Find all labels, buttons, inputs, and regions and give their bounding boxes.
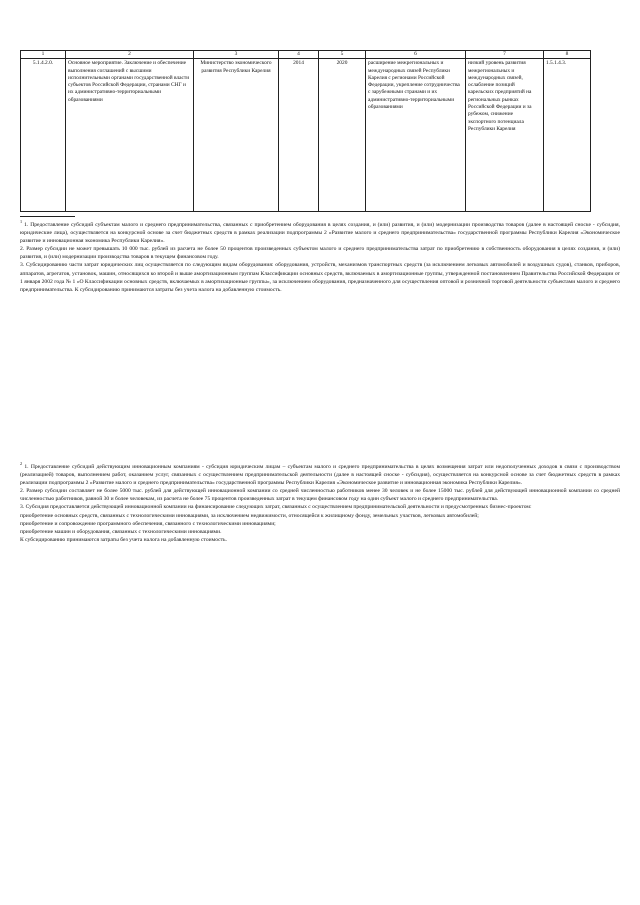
column-number: 3	[194, 51, 279, 59]
footnote-paragraph: приобретение машин и оборудования, связанных с технологическими инновациями.	[20, 528, 222, 535]
column-number-row	[21, 51, 591, 59]
start-year: 2014	[279, 59, 319, 212]
footnote-paragraph: $^1$ 1. Предоставление субсидий субъектам малого и среднего предпринимательства, связанных с приобретением оборудования в целях создания, и (или) развития, и (или) модернизации производства товаров (далее в настоящей сноске - субсидия, юридические лица), осуществляется на конкурсной основе за счет бюджетных средств в рамках реализации подпрограммы 2 «Развитие малого и среднего предпринимательства» государственной программы Республики Карелия «Экономическое развитие и инновационная экономика Республики Карелия».	[20, 219, 621, 245]
footnote-marker: 2	[20, 461, 23, 466]
footnote-2	[20, 461, 620, 544]
column-number: 4	[279, 51, 319, 59]
column-number: 5	[319, 51, 366, 59]
footnote-1	[20, 219, 620, 294]
footnote-paragraph: К субсидированию принимаются затраты без учета налога на добавленную стоимость.	[20, 536, 228, 543]
measures-table	[20, 50, 591, 212]
footnote-paragraph: приобретение и сопровождение программного обеспечения, связанного с технологическими инновациями;	[20, 520, 276, 527]
measure-name: Основное мероприятие. Заключение и обеспечение выполнения соглашений с высшими исполнительными органами государственной власти субъектов Российской Федерации, странами СНГ и их административно-территориальными образованиями	[66, 59, 194, 212]
footnote-divider	[20, 216, 75, 217]
responsible-executor: Министерство экономического развития Республики Карелия	[194, 59, 279, 212]
expected-result: расширение межрегиональных и международных связей Республики Карелия с регионами Российской Федерации, укрепление сотрудничества с зарубежными странами и их административно-территориальными образованиями	[366, 59, 466, 212]
non-implementation-consequences: низкий уровень развития межрегиональных и международных связей, ослабление позиций карельских предприятий на региональных рынках Российской Федерации и за рубежом, снижение экспортного потенциала Республики Карелия	[466, 59, 544, 212]
end-year: 2020	[319, 59, 366, 212]
column-number: 1	[21, 51, 66, 59]
indicator-link: 1.5.1.4.3.	[544, 59, 591, 212]
measure-code: 5.1.4.2.0.	[21, 59, 66, 212]
footnote-paragraph: 2. Размер субсидии составляет не более 5000 тыс. рублей для действующей инновационной компании со средней численностью работников менее 30 человек и не более 15000 тыс. рублей для действующей инновационной компании со средней численностью работников, равной 30 и более человекам, из расчета не более 75 процентов произведенных затрат в текущем финансовом году на один субъект малого и среднего предпринимательства.	[20, 488, 620, 503]
footnote-paragraph: 2. Размер субсидии не может превышать 10 000 тыс. рублей из расчета не более 50 процентов произведенных субъектом малого и среднего предпринимательства затрат по приобретению в собственность оборудования в целях создания, и (или) развития, и (или) модернизации производства товаров в текущем финансовом году.	[20, 246, 620, 261]
column-number: 6	[366, 51, 466, 59]
column-number: 7	[466, 51, 544, 59]
footnote-paragraph: $^2$ 1. Предоставление субсидий действующим инновационным компаниям - субсидия юридическим лицам – субъектам малого и среднего предпринимательства в целях возмещения затрат или недополученных доходов в связи с производством (реализацией) товаров, выполнением работ, оказанием услуг, связанных с осуществлением предпринимательской деятельности (далее в настоящей сноске - субсидия), осуществляется на конкурсной основе за счет бюджетных средств в рамках реализации подпрограммы 2 «Развитие малого и среднего предпринимательства» государственной программы Республики Карелия «Экономическое развитие и инновационная экономика Республики Карелия».	[20, 461, 620, 487]
column-number: 2	[66, 51, 194, 59]
footnote-paragraph: 3. Субсидия предоставляется действующей инновационной компании на финансирование следующих затрат, связанных с осуществлением предпринимательской деятельности и предусмотренных бизнес-проектом:	[20, 504, 532, 511]
footnote-marker: 1	[20, 219, 23, 224]
table-row	[21, 59, 591, 212]
footnote-paragraph: приобретение основных средств, связанных с технологическими инновациями, за исключением недвижимости, относящейся к жилищному фонду, земельных участков, легковых автомобилей;	[20, 512, 479, 519]
column-number: 8	[544, 51, 591, 59]
footnote-paragraph: 3. Субсидированию части затрат юридических лиц осуществляется по следующим видам оборудования: оборудования, устройств, механизмов транспортных средств (за исключением легковых автомобилей и воздушных судов), станков, приборов, аппаратов, агрегатов, установок, машин, относящихся ко второй и выше амортизационным группам Классификации основных средств, включаемых в амортизационные группы, утвержденной постановлением Правительства Российской Федерации от 1 января 2002 года № 1 «О Классификации основных средств, включаемых в амортизационные группы», за исключением оборудования, предназначенного для осуществления оптовой и розничной торговой деятельности субъектами малого и среднего предпринимательства. К субсидированию принимаются затраты без учета налога на добавленную стоимость.	[20, 262, 620, 293]
